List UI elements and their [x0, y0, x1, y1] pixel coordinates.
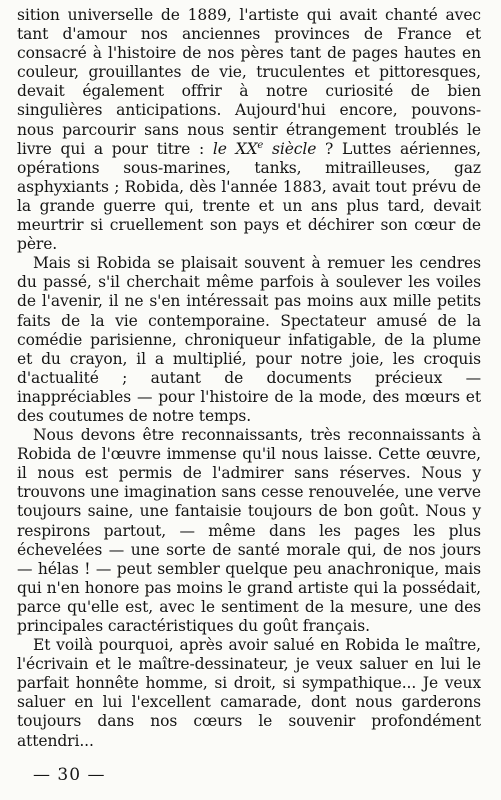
- paragraph-4: Et voilà pourquoi, après avoir salué en Robida le maître, l'écrivain et le maître-dessinateur, je veux saluer en lui le parfait honnête homme, si droit, si sympathique... Je veux saluer en lui l'excellent camarade, dont nous garderons toujours dans nos cœurs le souvenir profondément attendri...: [17, 636, 481, 750]
- book-title-superscript: e: [257, 139, 264, 151]
- book-title-suffix: siècle: [263, 139, 317, 158]
- body-text: [17, 6, 481, 751]
- paragraph-1-opening: sition universelle de 1889, l'artiste qui avait chanté avec tant d'amour nos anciennes provinces de France et consacré à l'histoire de nos pères tant de pages hautes en couleur, grouillantes de vie, truculentes et pittoresques, devait également offrir à notre curiosité de bien singulières anticipations. Aujourd'hui encore, pouvons-nous parcourir sans nous sentir étrangement troublés le livre qui a pour titre :: [17, 6, 481, 158]
- paragraph-3: Nous devons être reconnaissants, très reconnaissants à Robida de l'œuvre immense qu'il nous laisse. Cette œuvre, il nous est permis de l'admirer sans réserves. Nous y trouvons une imagination sans cesse renouvelée, une verve toujours saine, une fantaisie toujours de bon goût. Nous y respirons partout, — même dans les pages les plus échevelées — une sorte de santé morale qui, de nos jours — hélas ! — peut sembler quelque peu anachronique, mais qui n'en honore pas moins le grand artiste qui la possédait, parce qu'elle est, avec le sentiment de la mesure, une des principales caractéristiques du goût français.: [17, 426, 481, 635]
- paragraph-2: Mais si Robida se plaisait souvent à remuer les cendres du passé, s'il cherchait même parfois à soulever les voiles de l'avenir, il ne s'en intéressait pas moins aux mille petits faits de la vie contemporaine. Spectateur amusé de la comédie parisienne, chroniqueur infatigable, de la plume et du crayon, il a multiplié, pour notre joie, les croquis d'actualité ; autant de documents précieux — inappréciables — pour l'histoire de la mode, des mœurs et des coutumes de notre temps.: [17, 254, 481, 425]
- book-title-prefix: le XX: [212, 139, 258, 158]
- paragraph-1-closing: ? Luttes aériennes, opérations sous-marines, tanks, mitrailleuses, gaz asphyxiants ; Robida, dès l'année 1883, avait tout prévu de la grande guerre qui, trente et un ans plus tard, devait meurtrir si cruellement son pays et déchirer son cœur de père.: [17, 139, 481, 254]
- book-title: [213, 140, 316, 158]
- page-number: — 30 —: [33, 765, 106, 785]
- paragraph-1: [17, 6, 481, 254]
